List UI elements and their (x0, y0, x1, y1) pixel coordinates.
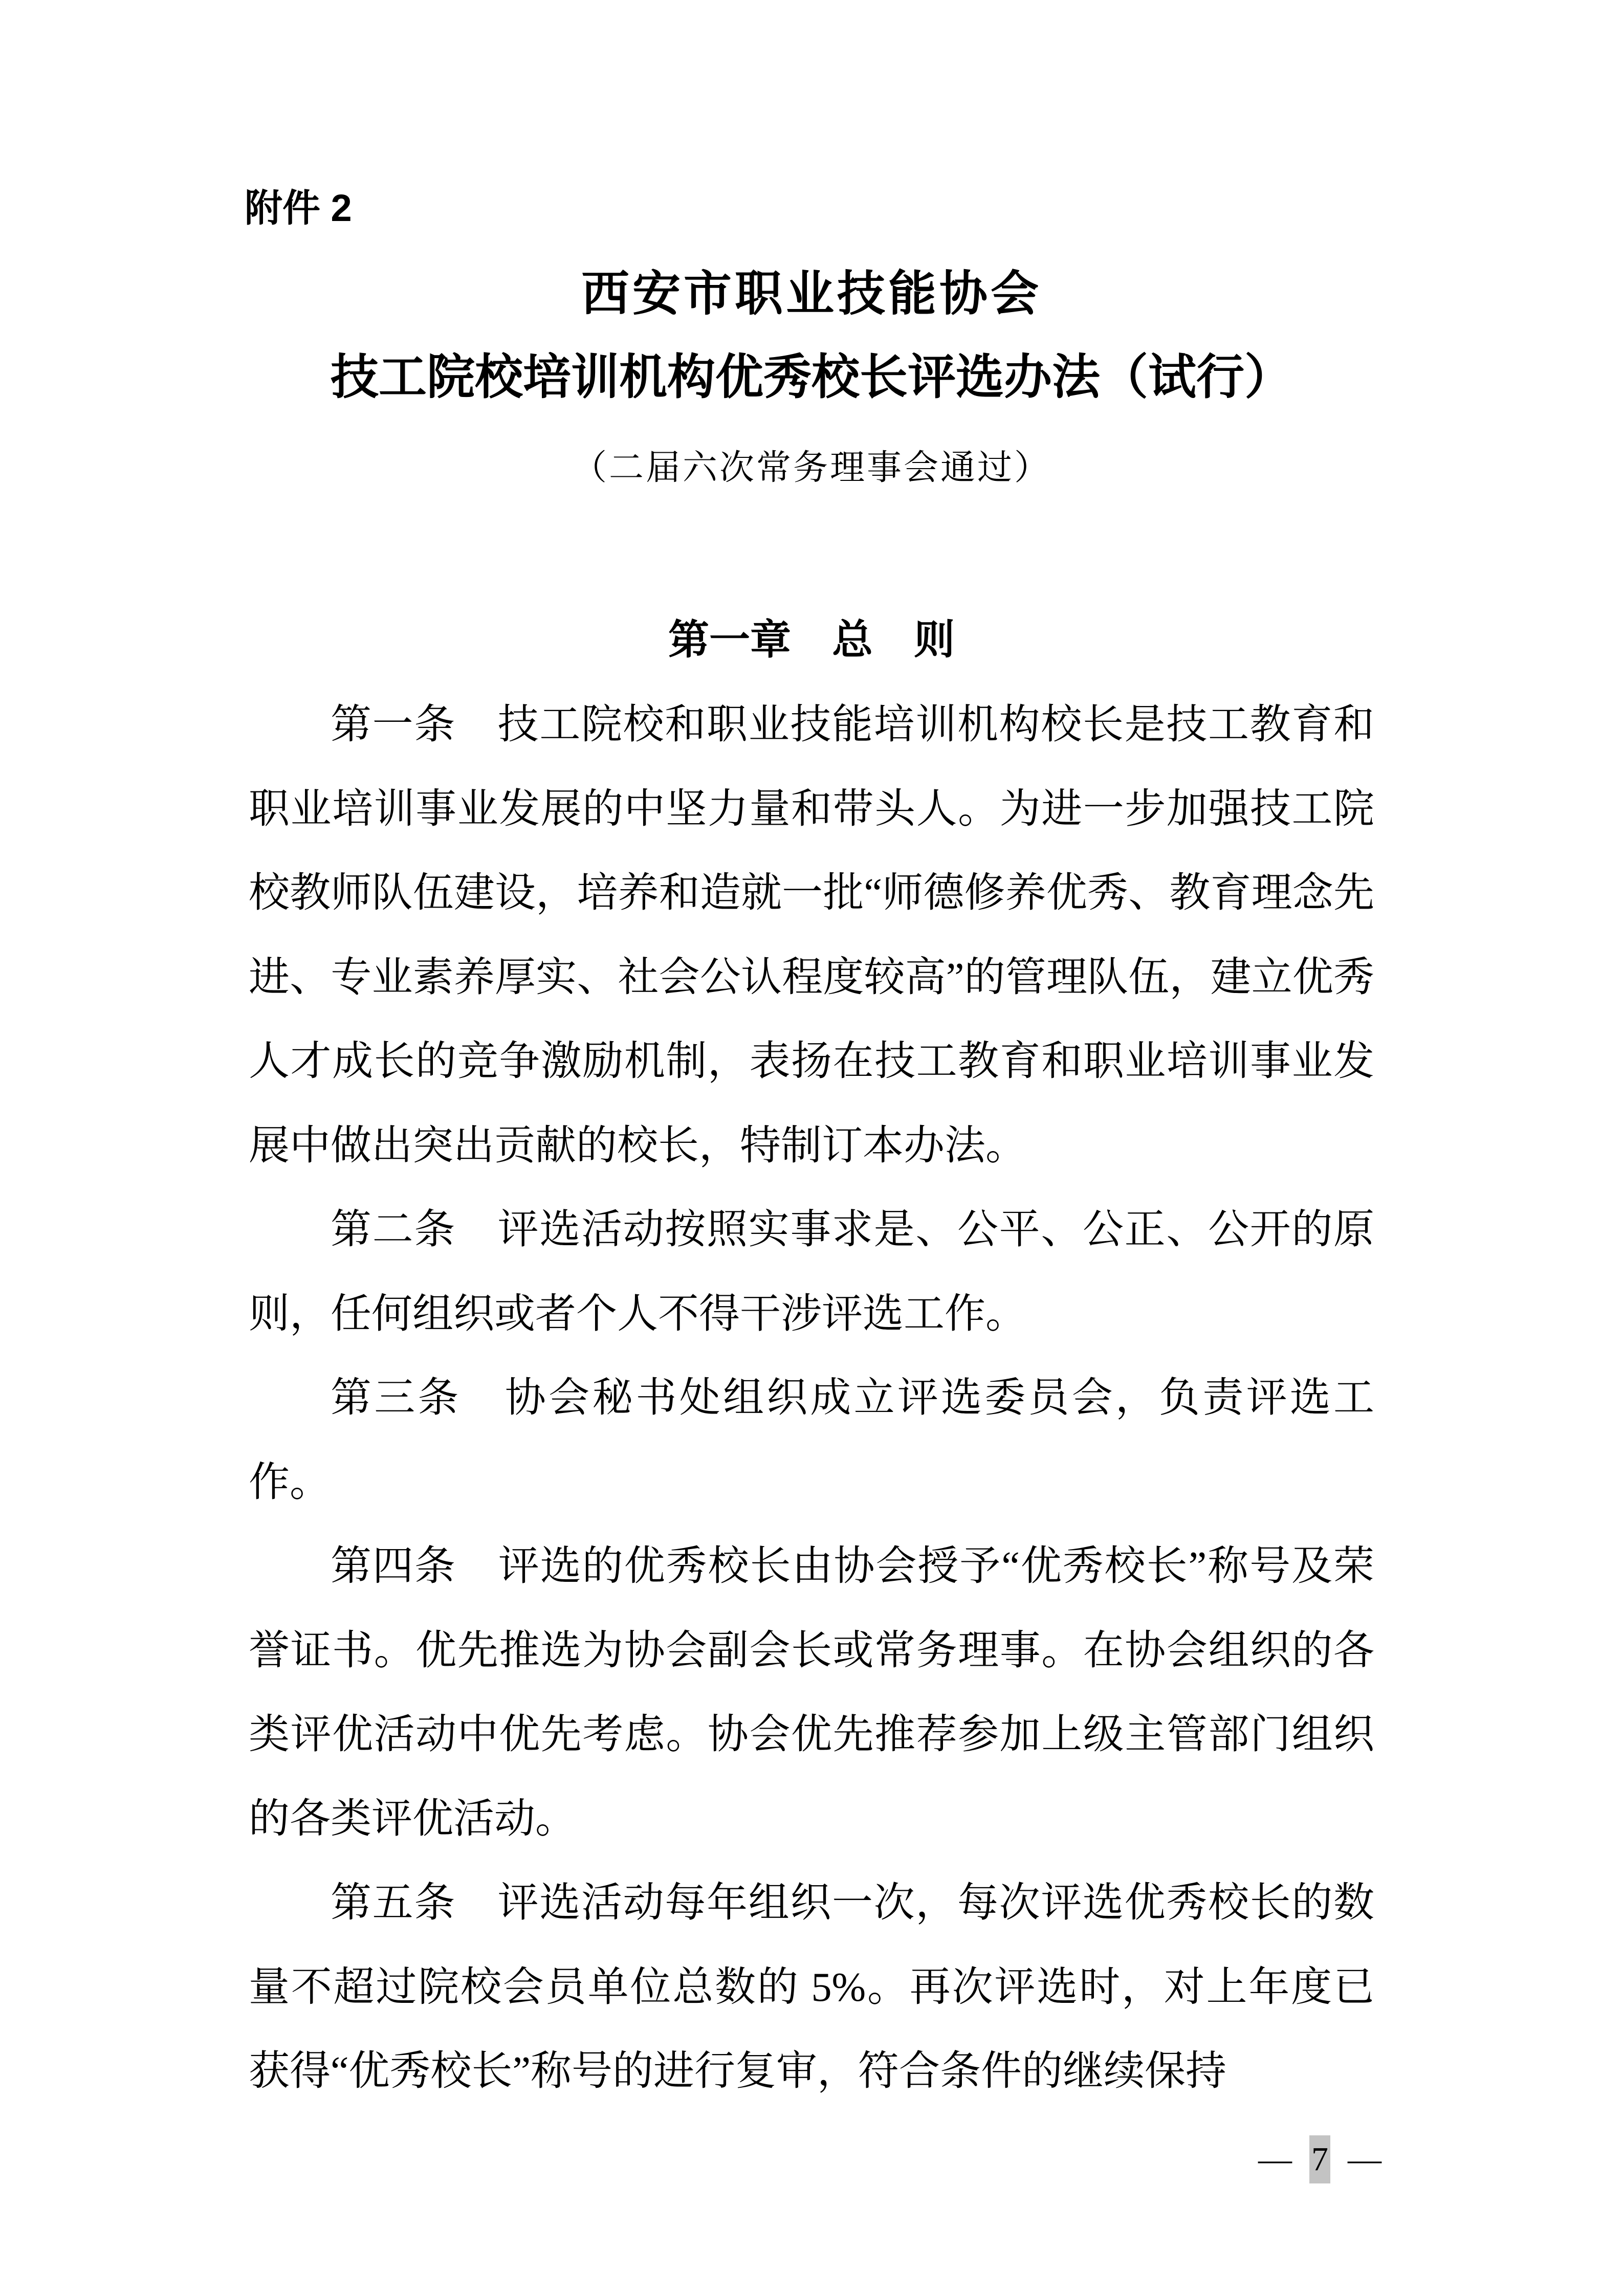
attachment-label: 附件 2 (245, 187, 352, 229)
article-body (249, 683, 1374, 2114)
article-4: 第四条 评选的优秀校长由协会授予“优秀校长”称号及荣誉证书。优先推选为协会副会长或常务理事。在协会组织的各类评优活动中优先考虑。协会优先推荐参加上级主管部门组织的各类评优活动。 (249, 1544, 1374, 1842)
article-1: 第一条 技工院校和职业技能培训机构校长是技工教育和职业培训事业发展的中坚力量和带头人。为进一步加强技工院校教师队伍建设，培养和造就一批“师德修养优秀、教育理念先进、专业素养厚实、社会公认程度较高”的管理队伍，建立优秀人才成长的竞争激励机制，表扬在技工教育和职业培训事业发展中做出突出贡献的校长，特制订本办法。 (249, 702, 1374, 1168)
article-2: 第二条 评选活动按照实事求是、公平、公正、公开的原则，任何组织或者个人不得干涉评选工作。 (249, 1207, 1374, 1337)
page-number: 7 (1309, 2135, 1330, 2183)
article-5: 第五条 评选活动每年组织一次，每次评选优秀校长的数量不超过院校会员单位总数的 5%。再次评选时，对上年度已获得“优秀校长”称号的进行复审，符合条件的继续保持 (249, 1881, 1374, 2094)
approval-note: （二届六次常务理事会通过） (572, 448, 1051, 487)
article-3: 第三条 协会秘书处组织成立评选委员会，负责评选工作。 (249, 1376, 1374, 1505)
footer-left-dash: — (1258, 2140, 1292, 2178)
document-title-line-2: 技工院校培训机构优秀校长评选办法（试行） (330, 351, 1292, 404)
document-title-line-1: 西安市职业技能协会 (581, 268, 1042, 321)
chapter-heading: 第一章 总 则 (668, 618, 955, 663)
page-footer (1258, 2131, 1381, 2188)
footer-right-dash: — (1348, 2140, 1381, 2178)
